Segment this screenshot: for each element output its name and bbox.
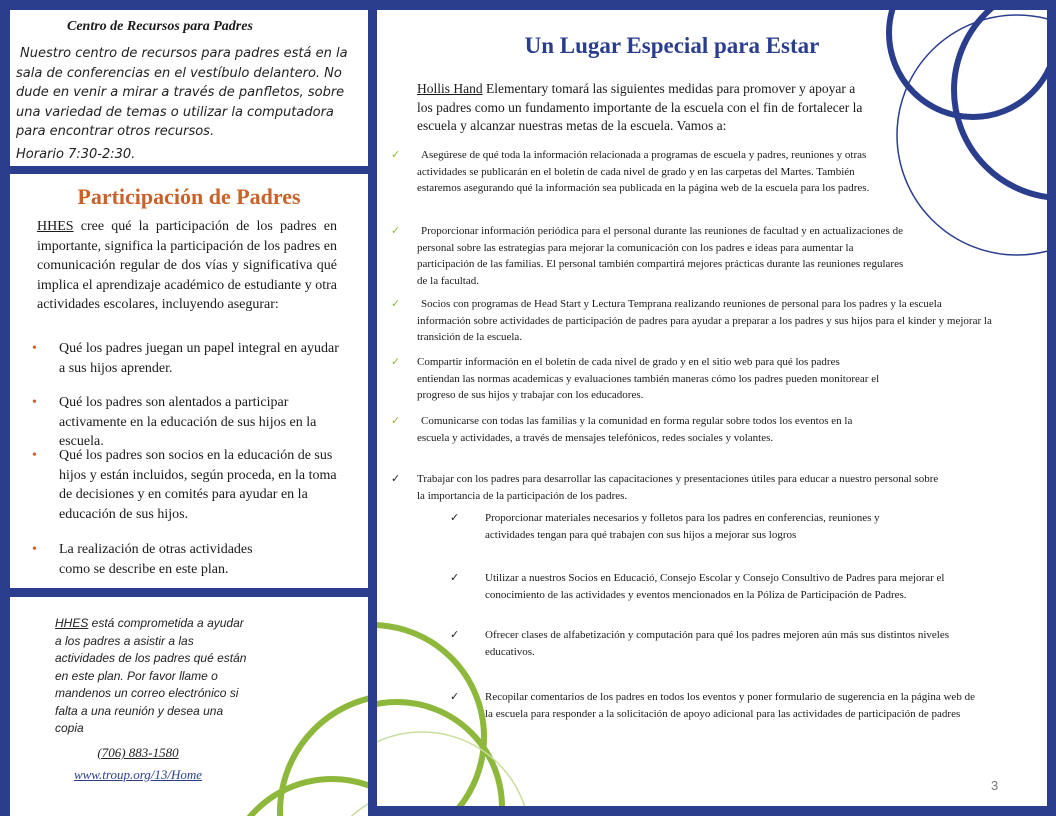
bullet-dot: • [32,448,37,463]
checkmark-icon: ✓ [391,149,401,161]
sub-checklist-text: Utilizar a nuestros Socios en Educació, Consejo Escolar y Consejo Consultivo de Padres para mejorar el conocimiento de las actividades y eventos mencionados en la Póliza de Participación de Padres. [485,572,945,601]
checklist-text: Proporcionar información periódica para el personal durante las reuniones de facultad y en actualizaciones de personal sobre las estrategias para mejorar la comunicación con los padres e ideas para aumentar la participación de las familias. El personal también compartirá mejores prácticas durante las reuniones regulares de la facultad. [417,225,904,287]
sub-checklist-text: Ofrecer clases de alfabetización y computación para qué los padres mejoren aún más sus distintos niveles educativos. [485,629,949,658]
checklist-item [391,413,881,446]
participation-bullet [32,540,282,579]
contact-website-link[interactable]: www.troup.org/13/Home [73,767,203,782]
checklist-text: Asegúrese de qué toda la información relacionada a programas de escuela y padres, reuniones y otras actividades se publicarán en el boletín de cada nivel de grado y en las carpetas del Martes. También estaremos asegurando qué la información sea publicada en la página web de la escuela para los padres. [417,149,870,194]
school-name: Hollis Hand [417,81,483,96]
bullet-text: Qué los padres son socios en la educación de sus hijos y están incluidos, según proceda, en la toma de decisiones y en comités para ayudar en la educación de sus hijos. [59,448,337,522]
resource-center-body: Nuestro centro de recursos para padres está en la sala de conferencias en el vestíbulo delantero. No dude en venir a mirar a través de panfletos, sobre una variedad de temas o utilizar la computadora para encontrar otros recursos. [16,46,348,139]
checkmark-icon: ✓ [391,473,401,485]
sub-checklist-item [450,689,985,722]
participation-intro [37,217,337,315]
main-intro [417,80,867,136]
bullet-text: Qué los padres son alentados a participar activamente en la educación de sus hijos en la escuela. [59,395,317,449]
checklist-text: Compartir información en el boletín de cada nivel de grado y en el sitio web para qué los padres entiendan las normas academicas y evaluaciones también maneras cómo los padres pueden monitorear el progreso de sus hijos y trabajar con los educadores. [417,356,880,401]
resource-center-title: Centro de Recursos para Padres [67,19,253,34]
resource-center-hours: Horario 7:30-2:30. [16,147,136,162]
checklist-item [391,147,881,197]
contact-panel [10,597,368,816]
checkmark-icon: ✓ [391,356,401,368]
sub-checklist-item [450,510,920,543]
participation-bullet [32,446,352,524]
sub-checklist-item [450,570,960,603]
bullet-text: Qué los padres juegan un papel integral en ayudar a sus hijos aprender. [59,341,339,376]
page-number: 3 [991,778,999,793]
contact-text-body: está comprometida a ayudar a los padres a asistir a las actividades de los padres qué están en este plan. Por favor llame o mandenos un correo electrónico si falta a una reunión y desea una copia [55,616,247,735]
hhes-abbr: HHES [37,219,74,234]
hhes-abbr: HHES [55,616,89,630]
sub-checklist-text: Recopilar comentarios de los padres en todos los eventos y poner formulario de sugerencia en la página web de la escuela para responder a la solicitación de apoyo adicional para las actividades de participación de padres [485,691,975,720]
main-intro-text: Elementary tomará las siguientes medidas para promover y apoyar a los padres como un fundamento importante de la escuela con el fin de fortalecer la escuela y alcanzar nuestras metas de la escuela. Vamos a: [417,81,863,133]
sub-checklist-item [450,627,960,660]
checkmark-icon: ✓ [450,572,460,584]
checkmark-icon: ✓ [391,298,401,310]
checklist-text: Socios con programas de Head Start y Lectura Temprana realizando reuniones de personal para los padres y la escuela información sobre actividades de participación de padres para ayudar a preparar a los padres y sus hijos para el kinder y mejorar la transición de la escuela. [417,298,992,343]
sub-checklist-text: Proporcionar materiales necesarios y folletos para los padres en conferencias, reuniones y actividades tengan para qué trabajen con sus hijos a mejorar sus logros [485,512,880,541]
main-title: Un Lugar Especial para Estar [524,33,820,58]
checklist-item [391,354,881,404]
participation-bullet [32,339,342,378]
participation-intro-text: cree qué la participación de los padres en importante, significa la participación de los padres en comunicación regular de dos vías y significativa qué implica el aprendizaje académico de estudiante y otra actividades escolares, incluyendo asegurar: [37,219,337,312]
bullet-dot: • [32,542,37,557]
contact-phone: (706) 883-1580 [97,745,179,760]
participation-bullet [32,393,342,452]
checkmark-icon: ✓ [391,225,401,237]
checklist-item [391,223,911,289]
checkmark-icon: ✓ [450,512,460,524]
checkmark-icon: ✓ [450,629,460,641]
participation-title: Participación de Padres [77,184,301,209]
checkmark-icon: ✓ [391,415,401,427]
participation-panel [10,174,368,588]
checklist-item [391,296,996,346]
checkmark-icon: ✓ [450,691,460,703]
resource-center-panel [10,10,368,166]
main-panel [377,10,1047,806]
checklist-text: Trabajar con los padres para desarrollar las capacitaciones y presentaciones útiles para educar a nuestro personal sobre la importancia de la participación de los padres. [417,473,939,502]
bullet-text: La realización de otras actividades como se describe en este plan. [59,542,253,577]
bullet-dot: • [32,395,37,410]
checklist-item [391,471,941,504]
checklist-text: Comunicarse con todas las familias y la comunidad en forma regular sobre todos los eventos en la escuela y actividades, a través de mensajes telefónicos, redes sociales y volantes. [417,415,853,444]
bullet-dot: • [32,341,37,356]
contact-text [55,615,251,738]
